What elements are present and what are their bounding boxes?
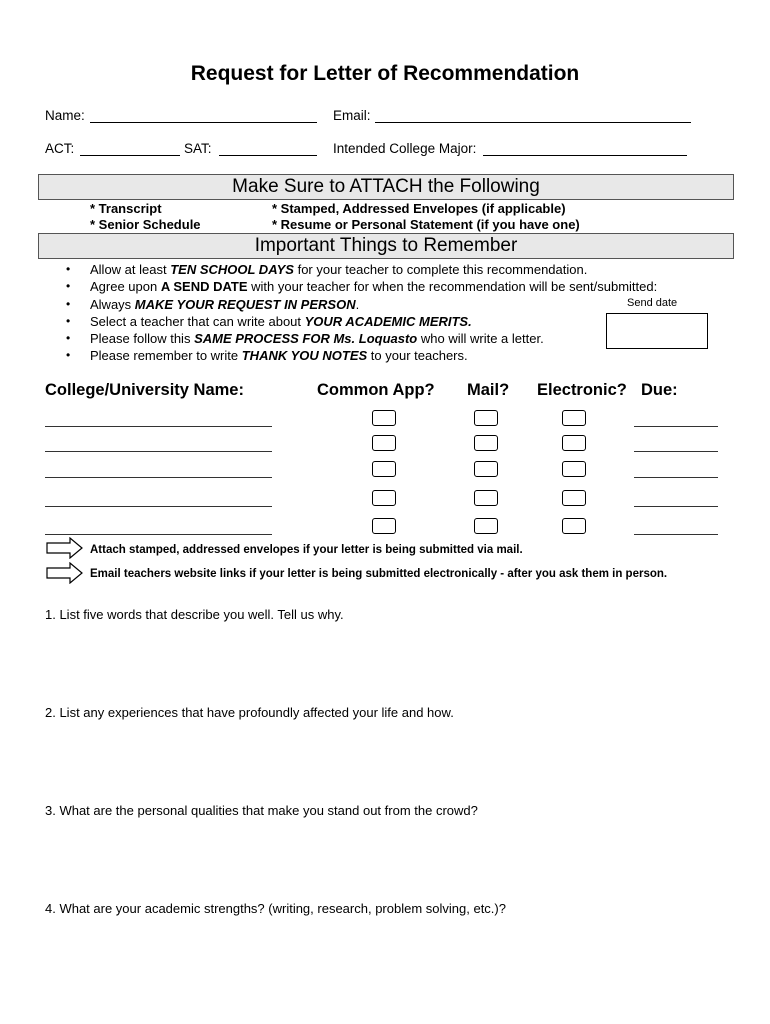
major-field[interactable] bbox=[483, 155, 687, 156]
electronic-checkbox[interactable] bbox=[562, 461, 586, 477]
major-label: Intended College Major: bbox=[333, 141, 477, 156]
remember-banner: Important Things to Remember bbox=[38, 233, 734, 259]
electronic-checkbox[interactable] bbox=[562, 518, 586, 534]
act-label: ACT: bbox=[45, 141, 75, 156]
question-3: 3. What are the personal qualities that make you stand out from the crowd? bbox=[45, 803, 478, 818]
mail-checkbox[interactable] bbox=[474, 410, 498, 426]
email-label: Email: bbox=[333, 108, 371, 123]
list-item: • Allow at least TEN SCHOOL DAYS for your teacher to complete this recommendation. bbox=[62, 261, 657, 278]
attach-item-resume: * Resume or Personal Statement (if you have one) bbox=[272, 217, 580, 232]
attach-item-schedule: * Senior Schedule bbox=[90, 217, 201, 232]
due-date-field[interactable] bbox=[634, 506, 718, 507]
electronic-note: Email teachers website links if your letter is being submitted electronically - after you ask them in person. bbox=[90, 568, 668, 580]
mail-checkbox[interactable] bbox=[474, 435, 498, 451]
due-date-field[interactable] bbox=[634, 534, 718, 535]
electronic-checkbox[interactable] bbox=[562, 410, 586, 426]
act-field[interactable] bbox=[80, 155, 180, 156]
send-date-box[interactable] bbox=[606, 313, 708, 349]
list-item: • Please remember to write THANK YOU NOTES to your teachers. bbox=[62, 347, 657, 364]
name-label: Name: bbox=[45, 108, 85, 123]
college-name-field[interactable] bbox=[45, 426, 272, 427]
question-1: 1. List five words that describe you well. Tell us why. bbox=[45, 607, 344, 622]
sat-field[interactable] bbox=[219, 155, 317, 156]
list-item: • Please follow this SAME PROCESS FOR Ms. Loquasto who will write a letter. bbox=[62, 330, 657, 347]
mail-checkbox[interactable] bbox=[474, 518, 498, 534]
due-date-field[interactable] bbox=[634, 451, 718, 452]
arrow-right-icon bbox=[46, 562, 84, 584]
college-name-field[interactable] bbox=[45, 506, 272, 507]
attach-item-envelopes: * Stamped, Addressed Envelopes (if applicable) bbox=[272, 201, 566, 216]
list-item: • Select a teacher that can write about YOUR ACADEMIC MERITS. bbox=[62, 313, 657, 330]
common-app-checkbox[interactable] bbox=[372, 410, 396, 426]
college-column-header: College/University Name: bbox=[45, 381, 244, 399]
attach-item-transcript: * Transcript bbox=[90, 201, 162, 216]
arrow-right-icon bbox=[46, 537, 84, 559]
common-app-column-header: Common App? bbox=[317, 381, 435, 399]
mail-column-header: Mail? bbox=[467, 381, 510, 399]
common-app-checkbox[interactable] bbox=[372, 490, 396, 506]
attach-banner: Make Sure to ATTACH the Following bbox=[38, 174, 734, 200]
college-name-field[interactable] bbox=[45, 534, 272, 535]
mail-checkbox[interactable] bbox=[474, 490, 498, 506]
college-name-field[interactable] bbox=[45, 477, 272, 478]
email-field[interactable] bbox=[375, 122, 691, 123]
electronic-column-header: Electronic? bbox=[537, 381, 627, 399]
remember-list bbox=[62, 261, 657, 365]
mail-checkbox[interactable] bbox=[474, 461, 498, 477]
mail-note: Attach stamped, addressed envelopes if your letter is being submitted via mail. bbox=[90, 544, 523, 556]
electronic-checkbox[interactable] bbox=[562, 435, 586, 451]
due-date-field[interactable] bbox=[634, 426, 718, 427]
common-app-checkbox[interactable] bbox=[372, 461, 396, 477]
list-item: • Agree upon A SEND DATE with your teacher for when the recommendation will be sent/submitted: bbox=[62, 278, 657, 295]
list-item: • Always MAKE YOUR REQUEST IN PERSON. bbox=[62, 296, 657, 313]
page-title: Request for Letter of Recommendation bbox=[190, 62, 580, 85]
common-app-checkbox[interactable] bbox=[372, 435, 396, 451]
common-app-checkbox[interactable] bbox=[372, 518, 396, 534]
due-column-header: Due: bbox=[641, 381, 678, 399]
sat-label: SAT: bbox=[184, 141, 212, 156]
question-2: 2. List any experiences that have profoundly affected your life and how. bbox=[45, 705, 454, 720]
due-date-field[interactable] bbox=[634, 477, 718, 478]
question-4: 4. What are your academic strengths? (writing, research, problem solving, etc.)? bbox=[45, 901, 506, 916]
send-date-label: Send date bbox=[627, 297, 678, 309]
college-name-field[interactable] bbox=[45, 451, 272, 452]
name-field[interactable] bbox=[90, 122, 317, 123]
electronic-checkbox[interactable] bbox=[562, 490, 586, 506]
